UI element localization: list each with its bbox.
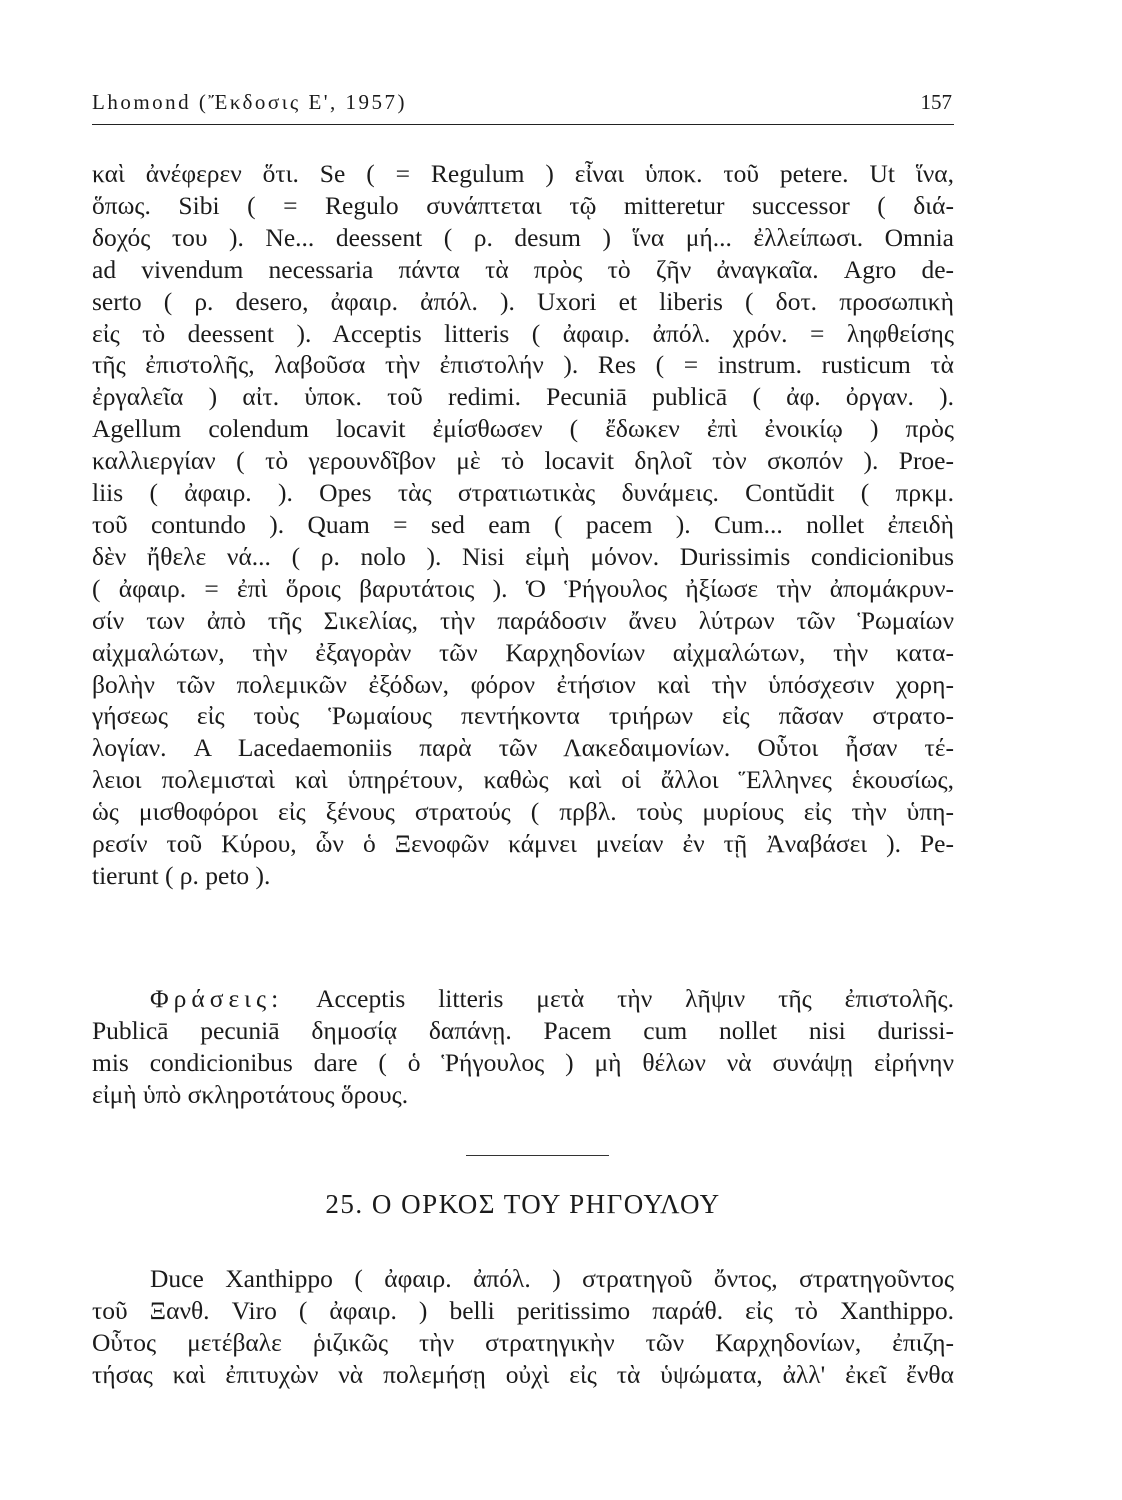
text-line: Duce Xanthippo ( ἀφαιρ. ἀπόλ. ) στρατηγοῦ ὄντος, στρατηγοῦντος: [150, 1264, 954, 1293]
text-line: δοχός του ). Ne... deessent ( ρ. desum ) ἵνα μή... ἐλλείπωσι. Omnia: [92, 222, 954, 252]
text-line: ὅπως. Sibi ( = Regulo συνάπτεται τῷ mitteretur successor ( διά-: [92, 190, 954, 220]
text-line: liis ( ἀφαιρ. ). Opes τὰς στρατιωτικὰς δυνάμεις. Contŭdit ( πρκμ.: [92, 478, 954, 508]
text-line: Οὗτος μετέβαλε ῥιζικῶς τὴν στρατηγικὴν τῶν Καρχηδονίων, ἐπιζη-: [92, 1327, 954, 1357]
text-line: Agellum colendum locavit ἐμίσθωσεν ( ἔδωκεν ἐπὶ ἐνοικίῳ ) πρὸς: [92, 414, 954, 444]
text-line: τήσας καὶ ἐπιτυχὼν νὰ πολεμήσῃ οὐχὶ εἰς τὰ ὑψώματα, ἀλλ' ἐκεῖ ἔνθα: [92, 1359, 954, 1389]
text-line: τοῦ contundo ). Quam = sed eam ( pacem ). Cum... nollet ἐπειδὴ: [92, 509, 954, 539]
header-title: Lhomond (Ἔκδοσις Ε', 1957): [92, 90, 408, 114]
text-line: mis condicionibus dare ( ὁ Ῥήγουλος ) μὴ θέλων νὰ συνάψῃ εἰρήνην: [92, 1047, 954, 1077]
text-line: τοῦ Ξανθ. Viro ( ἀφαιρ. ) belli peritissimo παράθ. εἰς τὸ Xanthippo.: [92, 1295, 954, 1325]
text-line: δὲν ἤθελε νά... ( ρ. nolo ). Nisi εἰμὴ μόνον. Durissimis condicionibus: [92, 541, 954, 571]
text-line: serto ( ρ. desero, ἀφαιρ. ἀπόλ. ). Uxori et liberis ( δοτ. προσωπικὴ: [92, 286, 954, 316]
phrases-label: Φράσεις:: [150, 984, 284, 1013]
text-line: ρεσίν τοῦ Κύρου, ὧν ὁ Ξενοφῶν κάμνει μνείαν ἐν τῇ Ἀναβάσει ). Pe-: [92, 829, 954, 859]
text-line: γήσεως εἰς τοὺς Ῥωμαίους πεντήκοντα τριήρων εἰς πᾶσαν στρατο-: [92, 701, 954, 731]
text-line: ( ἀφαιρ. = ἐπὶ ὅροις βαρυτάτοις ). Ὁ Ῥήγουλος ἠξίωσε τὴν ἀπομάκρυν-: [92, 573, 954, 603]
main-text: [92, 158, 954, 892]
text-line: τῆς ἐπιστολῆς, λαβοῦσα τὴν ἐπιστολήν ). Res ( = instrum. rusticum τὰ: [92, 350, 954, 380]
text-line: ad vivendum necessaria πάντα τὰ πρὸς τὸ ζῆν ἀναγκαῖα. Agro de-: [92, 254, 954, 284]
section-divider: [466, 1155, 609, 1156]
text-line: Publicā pecuniā δημοσίᾳ δαπάνῃ. Pacem cum nollet nisi durissi-: [92, 1015, 954, 1045]
text-line: tierunt ( ρ. peto ).: [92, 860, 271, 890]
section-text: [92, 1263, 954, 1391]
page-number: 157: [920, 90, 952, 114]
text-line: εἰς τὸ deessent ). Acceptis litteris ( ἀφαιρ. ἀπόλ. χρόν. = ληφθείσης: [92, 318, 954, 348]
text-line: λειοι πολεμισταὶ καὶ ὑπηρέτουν, καθὼς καὶ οἱ ἄλλοι Ἕλληνες ἑκουσίως,: [92, 765, 954, 795]
phrases-first-line: [92, 983, 954, 1015]
text-line: ἐργαλεῖα ) αἰτ. ὑποκ. τοῦ redimi. Pecuniā publicā ( ἀφ. ὀργαν. ).: [92, 382, 954, 412]
phrases-first-text: Acceptis litteris μετὰ τὴν λῆψιν τῆς ἐπιστολῆς.: [316, 984, 955, 1013]
phrases-paragraph: [92, 983, 954, 1111]
text-line: αἰχμαλώτων, τὴν ἐξαγορὰν τῶν Καρχηδονίων αἰχμαλώτων, τὴν κατα-: [92, 637, 954, 667]
text-line: λογίαν. A Lacedaemoniis παρὰ τῶν Λακεδαιμονίων. Οὗτοι ἦσαν τέ-: [92, 733, 954, 763]
text-line: ὡς μισθοφόροι εἰς ξένους στρατούς ( πρβλ. τοὺς μυρίους εἰς τὴν ὑπη-: [92, 797, 954, 827]
text-line: σίν των ἀπὸ τῆς Σικελίας, τὴν παράδοσιν ἄνευ λύτρων τῶν Ῥωμαίων: [92, 605, 954, 635]
text-line: καὶ ἀνέφερεν ὅτι. Se ( = Regulum ) εἶναι ὑποκ. τοῦ petere. Ut ἵνα,: [92, 159, 954, 188]
running-header: [92, 84, 954, 125]
text-line: καλλιεργίαν ( τὸ γερουνδῖβον μὲ τὸ locavit δηλοῖ τὸν σκοπόν ). Proe-: [92, 446, 954, 476]
section-title: 25. Ο ΟΡΚΟΣ ΤΟΥ ΡΗΓΟΥΛΟΥ: [325, 1189, 721, 1219]
text-line: βολὴν τῶν πολεμικῶν ἐξόδων, φόρον ἐτήσιον καὶ τὴν ὑπόσχεσιν χορη-: [92, 669, 954, 699]
text-line: εἰμὴ ὑπὸ σκληροτάτους ὅρους.: [92, 1079, 409, 1109]
